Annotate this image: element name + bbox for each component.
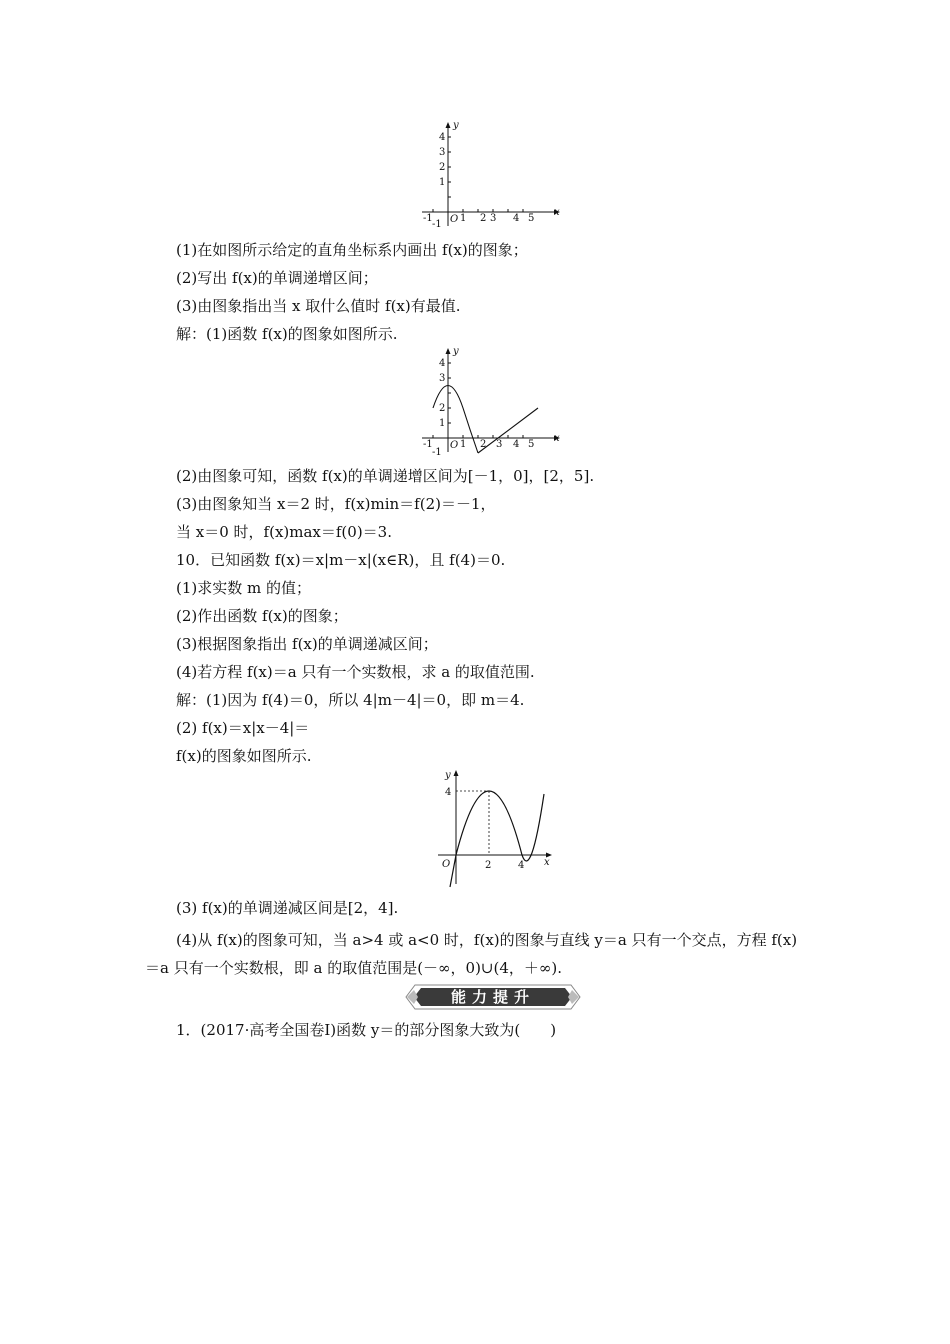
problem-10-text: 10．已知函数 f(x)＝x|m－x|(x∈R)，且 f(4)＝0. [176,551,506,569]
origin-label: O [450,214,459,225]
y-tick-label: 4 [445,787,452,798]
origin-label: O [450,440,459,451]
y-tick-label: 2 [439,403,446,414]
problem-10-sol4: (3) f(x)的单调递减区间是[2，4]. [176,899,399,917]
solution-4-text: 当 x＝0 时，f(x)max＝f(0)＝3. [176,523,392,541]
y-axis-label: y [453,120,459,131]
x-tick-label: -1 [423,439,433,450]
y-tick-label: 3 [439,373,446,384]
problem-10-q4: (4)若方程 f(x)＝a 只有一个实数根，求 a 的取值范围. [176,663,535,681]
x-tick-label: 2 [485,860,492,871]
x-tick-label: 4 [518,860,525,871]
solution-2-text: (2)由图象可知，函数 f(x)的单调递增区间为[－1，0]，[2，5]. [176,467,595,485]
x-tick-label: 3 [496,439,503,450]
x-tick-label: 4 [513,439,520,450]
y-tick-label: 1 [439,177,446,188]
x-tick-label: 5 [528,213,535,224]
y-axis-label: y [445,770,451,781]
figure-2-graph [418,344,568,462]
problem-10-q1: (1)求实数 m 的值； [176,579,312,597]
x-axis-label: x [554,207,560,218]
x-tick-label: 2 [480,439,487,450]
origin-label: O [442,859,451,870]
y-tick-label: 4 [439,358,446,369]
problem-10-q2: (2)作出函数 f(x)的图象； [176,607,348,625]
problem-10-q3: (3)根据图象指出 f(x)的单调递减区间； [176,635,438,653]
figure-1-empty-axes [418,118,568,234]
x-tick-label: 1 [460,213,467,224]
question-3-text: (3)由图象指出当 x 取什么值时 f(x)有最值. [176,297,461,315]
y-tick-label: 1 [439,418,446,429]
y-tick-label: -1 [432,447,442,458]
solution-3-text: (3)由图象知当 x＝2 时，f(x)min＝f(2)＝－1， [176,495,496,513]
y-tick-label: 4 [439,132,446,143]
problem-10-sol5: (4)从 f(x)的图象可知，当 a>4 或 a<0 时，f(x)的图象与直线 y＝a 只有一个交点，方程 f(x)＝a 只有一个实数根，即 a 的取值范围是(－∞，0)∪(4，＋∞). [145,931,798,977]
question-2-text: (2)写出 f(x)的单调递增区间； [176,269,378,287]
x-tick-label: 1 [460,439,467,450]
x-axis-label: x [544,857,550,868]
y-tick-label: 3 [439,147,446,158]
banner-label: 能力提升 [450,988,535,1006]
x-tick-label: 2 [480,213,487,224]
y-tick-label: -1 [432,219,442,230]
y-tick-label: 2 [439,162,446,173]
x-tick-label: -1 [423,213,433,224]
problem-10-sol3: f(x)的图象如图所示. [176,747,312,765]
practice-problem-1: 1．(2017·高考全国卷Ⅰ)函数 y＝的部分图象大致为( ) [176,1021,557,1039]
x-tick-label: 5 [528,439,535,450]
x-tick-label: 3 [490,213,497,224]
section-banner-ability [405,984,581,1010]
problem-10-sol2: (2) f(x)＝x|x－4|＝ [176,719,310,737]
curve-f-of-x [450,791,544,887]
x-tick-label: 4 [513,213,520,224]
x-axis-label: x [554,433,560,444]
solution-1-text: 解：(1)函数 f(x)的图象如图所示. [176,325,398,343]
figure-3-graph [430,766,560,894]
y-axis-label: y [453,346,459,357]
question-1-text: (1)在如图所示给定的直角坐标系内画出 f(x)的图象； [176,241,528,259]
problem-10-sol1: 解：(1)因为 f(4)＝0，所以 4|m－4|＝0，即 m＝4. [176,691,525,709]
